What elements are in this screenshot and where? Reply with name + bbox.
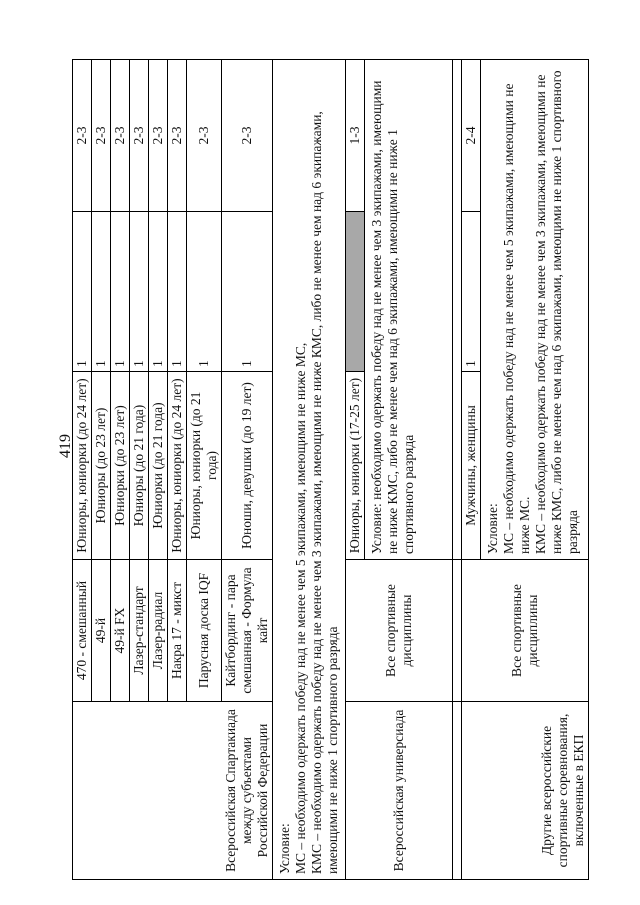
crews-cell: 1 <box>92 212 111 372</box>
crews-cell: 1 <box>168 212 187 372</box>
condition-cell <box>273 60 346 880</box>
condition-line-kms: КМС – необходимо одержать победу над не менее чем 3 экипажами, имеющими не ниже КМС, либо не менее чем над 6 экипажами, имеющими не ниже 1 спортивного разряда <box>533 70 580 554</box>
age-group-cell: Мужчины, женщины <box>462 372 481 560</box>
age-group-cell: Юниоры, юниорки (до 21 года) <box>187 372 222 560</box>
condition-row <box>273 60 346 880</box>
spacer-cell <box>453 60 462 560</box>
competition-cell: Всероссийская Спартакиада между субъектами Российской Федерации <box>73 702 273 880</box>
crews-cell: 1 <box>111 212 130 372</box>
crews-cell: 1 <box>187 212 222 372</box>
crews-cell: 1 <box>73 212 92 372</box>
competition-cell: Всероссийская универсиада <box>346 702 453 880</box>
crews-cell: 1 <box>462 212 481 372</box>
discipline-cell: Кайтбординг - пара смешанная - Формула кайт <box>222 560 273 702</box>
places-cell: 2-3 <box>222 60 273 212</box>
age-group-cell: Юниорки (до 21 года) <box>149 372 168 560</box>
condition-line-ms: МС – необходимо одержать победу над не менее чем 5 экипажами, имеющими не ниже МС, <box>293 342 308 874</box>
age-group-cell: Юниоры, юниорки (17-25 лет) <box>346 372 365 560</box>
rotated-table-container <box>72 60 586 880</box>
places-cell: 2-3 <box>149 60 168 212</box>
condition-cell <box>481 60 589 560</box>
competition-cell: Другие всероссийские спортивные соревнования, включенные в ЕКП <box>462 702 589 880</box>
crews-cell: 1 <box>130 212 149 372</box>
crews-cell: 1 <box>222 212 273 372</box>
discipline-cell: 49-й FX <box>111 560 130 702</box>
places-cell: 2-4 <box>462 60 481 212</box>
discipline-cell: Лазер-стандарт <box>130 560 149 702</box>
condition-line-ms: МС – необходимо одержать победу над не менее чем 5 экипажами, имеющими не ниже МС. <box>501 83 532 554</box>
crews-cell-shaded <box>346 212 365 372</box>
places-cell: 2-3 <box>130 60 149 212</box>
page-number: 419 <box>57 434 74 458</box>
condition-label: Условие: <box>277 823 292 874</box>
table-row <box>73 60 92 880</box>
places-cell: 1-3 <box>346 60 365 212</box>
sport-ranks-table <box>72 59 589 880</box>
discipline-cell: Накра 17 - микст <box>168 560 187 702</box>
discipline-cell: Парусная доска IQF <box>187 560 222 702</box>
condition-cell: Условие: необходимо одержать победу над не менее чем 3 экипажами, имеющими не ниже КМС, либо не менее чем над 6 экипажами, имеющими не ниже 1 спортивного разряда <box>365 60 453 560</box>
places-cell: 2-3 <box>168 60 187 212</box>
age-group-cell: Юниоры, юниорки (до 24 лет) <box>73 372 92 560</box>
discipline-cell: Все спортивные дисциплины <box>462 560 589 702</box>
places-cell: 2-3 <box>92 60 111 212</box>
age-group-cell: Юниоры, юниорки (до 24 лет) <box>168 372 187 560</box>
discipline-cell: Все спортивные дисциплины <box>346 560 453 702</box>
condition-label: Условие: <box>485 503 500 554</box>
places-cell: 2-3 <box>111 60 130 212</box>
table-row <box>346 60 365 880</box>
crews-cell: 1 <box>149 212 168 372</box>
places-cell: 2-3 <box>73 60 92 212</box>
table-row <box>462 60 481 880</box>
discipline-cell: 470 - смешанный <box>73 560 92 702</box>
discipline-cell: 49-й <box>92 560 111 702</box>
condition-line-kms: КМС – необходимо одержать победу над не менее чем 3 экипажами, имеющими не ниже КМС, либо не менее чем над 6 экипажами, имеющими не ниже 1 спортивного разряда <box>309 111 340 874</box>
spacer-cell <box>453 560 462 702</box>
age-group-cell: Юниоры (до 23 лет) <box>92 372 111 560</box>
spacer-cell <box>453 702 462 880</box>
age-group-cell: Юноши, девушки (до 19 лет) <box>222 372 273 560</box>
spacer-row <box>453 60 462 880</box>
age-group-cell: Юниоры (до 21 года) <box>130 372 149 560</box>
age-group-cell: Юниорки (до 23 лет) <box>111 372 130 560</box>
discipline-cell: Лазер-радиал <box>149 560 168 702</box>
places-cell: 2-3 <box>187 60 222 212</box>
